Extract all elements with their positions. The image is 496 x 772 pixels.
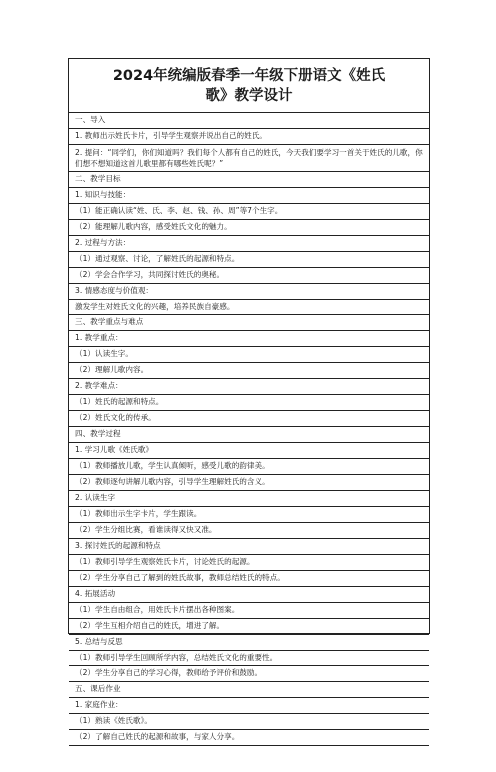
table-row: （1）教师引导学生观察姓氏卡片，讨论姓氏的起源。: [69, 555, 429, 571]
title-line-1: 2024年统编版春季一年级下册语文《姓氏: [112, 68, 386, 84]
section-heading-goals: 二、教学目标: [69, 172, 429, 188]
table-row: （2）了解自己姓氏的起源和故事，与家人分享。: [69, 730, 429, 746]
table-row: （2）学生互相介绍自己的姓氏，增进了解。: [69, 619, 429, 635]
table-row: （1）认读生字。: [69, 347, 429, 363]
table-row: （2）学会合作学习，共同探讨姓氏的奥秘。: [69, 268, 429, 284]
table-row: 1. 教学重点：: [69, 331, 429, 347]
table-row: （1）熟读《姓氏歌》。: [69, 714, 429, 730]
table-row: 1. 教师出示姓氏卡片，引导学生观察并说出自己的姓氏。: [69, 129, 429, 145]
section-heading-key-points: 三、教学重点与难点: [69, 315, 429, 331]
section-heading-homework: 五、课后作业: [69, 682, 429, 698]
table-row: （2）理解儿歌内容。: [69, 363, 429, 379]
lesson-plan-table: [68, 58, 430, 742]
document-title: [69, 59, 429, 113]
empty-row: [69, 746, 429, 772]
table-row: （1）学生自由组合，用姓氏卡片摆出各种图案。: [69, 603, 429, 619]
table-row: （1）教师播放儿歌，学生认真倾听，感受儿歌的韵律美。: [69, 459, 429, 475]
table-row: （1）姓氏的起源和特点。: [69, 395, 429, 411]
table-row: （2）姓氏文化的传承。: [69, 411, 429, 427]
table-row: （2）学生分享自己了解到的姓氏故事，教师总结姓氏的特点。: [69, 571, 429, 587]
table-row: 2. 提问：“同学们，你们知道吗？我们每个人都有自己的姓氏，今天我们要学习一首关于姓氏的儿歌，你们想不想知道这首儿歌里都有哪些姓氏呢？”: [69, 145, 429, 172]
table-row: 5. 总结与反思: [69, 635, 429, 651]
table-row: （2）能理解儿歌内容，感受姓氏文化的魅力。: [69, 220, 429, 236]
table-row: （2）教师逐句讲解儿歌内容，引导学生理解姓氏的含义。: [69, 475, 429, 491]
table-row: 2. 认读生字: [69, 491, 429, 507]
table-row: 1. 家庭作业：: [69, 698, 429, 714]
table-row: 4. 拓展活动: [69, 587, 429, 603]
table-row: （1）能正确认读“姓、氏、李、赵、钱、孙、周”等7个生字。: [69, 204, 429, 220]
table-row: 2. 过程与方法：: [69, 236, 429, 252]
table-row: （2）学生分组比赛，看谁读得又快又准。: [69, 523, 429, 539]
section-heading-intro: 一、导入: [69, 113, 429, 129]
section-heading-process: 四、教学过程: [69, 427, 429, 443]
table-row: 2. 教学难点：: [69, 379, 429, 395]
table-row: 1. 学习儿歌《姓氏歌》: [69, 443, 429, 459]
table-row: 激发学生对姓氏文化的兴趣，培养民族自豪感。: [69, 300, 429, 316]
title-line-2: 歌》教学设计: [205, 88, 293, 104]
table-row: 3. 情感态度与价值观：: [69, 284, 429, 300]
table-row: （1）教师出示生字卡片，学生跟读。: [69, 507, 429, 523]
table-row: （1）通过观察、讨论，了解姓氏的起源和特点。: [69, 252, 429, 268]
table-row: 3. 探讨姓氏的起源和特点: [69, 539, 429, 555]
table-row: （2）学生分享自己的学习心得，教师给予评价和鼓励。: [69, 666, 429, 682]
table-row: 1. 知识与技能：: [69, 188, 429, 204]
table-row: （1）教师引导学生回顾所学内容，总结姓氏文化的重要性。: [69, 651, 429, 667]
